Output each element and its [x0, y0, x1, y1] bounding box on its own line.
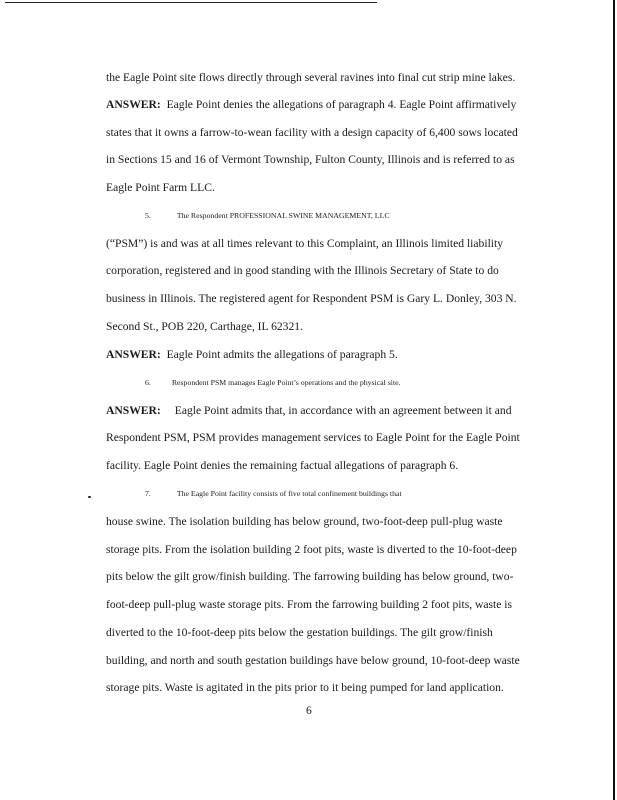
answer-line: ANSWER: Eagle Point admits that, in accordance with an agreement between it and	[106, 404, 512, 417]
body-line: corporation, registered and in good standing with the Illinois Secretary of State to do	[106, 264, 499, 277]
body-line: foot-deep pull-plug waste storage pits. From the farrowing building 2 foot pits, waste is	[106, 598, 513, 611]
body-line: (“PSM”) is and was at all times relevant to this Complaint, an Illinois limited liability	[106, 237, 504, 250]
body-line: storage pits. From the isolation building 2 foot pits, waste is diverted to the 10-foot-deep	[106, 543, 517, 556]
paragraph-number: 5.	[145, 211, 151, 220]
body-line: Respondent PSM, PSM provides management services to Eagle Point for the Eagle Point	[106, 431, 520, 444]
paragraph-number: 7.	[145, 489, 151, 498]
body-line: business in Illinois. The registered agent for Respondent PSM is Gary L. Donley, 303 N.	[106, 292, 517, 305]
body-line: building, and north and south gestation buildings have below ground, 10-foot-deep waste	[106, 654, 520, 667]
body-line: Eagle Point Farm LLC.	[106, 181, 215, 194]
answer-label: ANSWER:	[106, 404, 161, 417]
body-line: in Sections 15 and 16 of Vermont Township, Fulton County, Illinois and is referred to as	[106, 153, 515, 166]
body-line: Second St., POB 220, Carthage, IL 62321.	[106, 320, 303, 333]
scan-right-edge	[613, 0, 615, 800]
paragraph-line: 6. Respondent PSM manages Eagle Point’s operations and the physical site.	[145, 378, 401, 387]
answer-label: ANSWER:	[106, 348, 161, 361]
paragraph-line: 5. The Respondent PROFESSIONAL SWINE MANAGEMENT, LLC	[145, 211, 390, 220]
paragraph-line: 7. The Eagle Point facility consists of five total confinement buildings that	[145, 489, 402, 498]
scan-top-border	[5, 2, 377, 3]
body-line: pits below the gilt grow/finish building. The farrowing building has below ground, two-	[106, 570, 514, 583]
body-line: house swine. The isolation building has below ground, two-foot-deep pull-plug waste	[106, 515, 503, 528]
answer-line: ANSWER: Eagle Point admits the allegations of paragraph 5.	[106, 348, 398, 361]
page-number: 6	[306, 704, 312, 717]
paragraph-number: 6.	[145, 378, 151, 387]
body-line: facility. Eagle Point denies the remaining factual allegations of paragraph 6.	[106, 459, 459, 472]
body-line: diverted to the 10-foot-deep pits below the gestation buildings. The gilt grow/finish	[106, 626, 493, 639]
scan-speck	[88, 496, 91, 498]
answer-label: ANSWER:	[106, 98, 161, 111]
body-line: the Eagle Point site flows directly through several ravines into final cut strip mine lakes.	[106, 71, 516, 84]
body-line: storage pits. Waste is agitated in the pits prior to it being pumped for land application.	[106, 681, 504, 694]
answer-line: ANSWER: Eagle Point denies the allegations of paragraph 4. Eagle Point affirmatively	[106, 98, 517, 111]
body-line: states that it owns a farrow-to-wean facility with a design capacity of 6,400 sows located	[106, 126, 518, 139]
